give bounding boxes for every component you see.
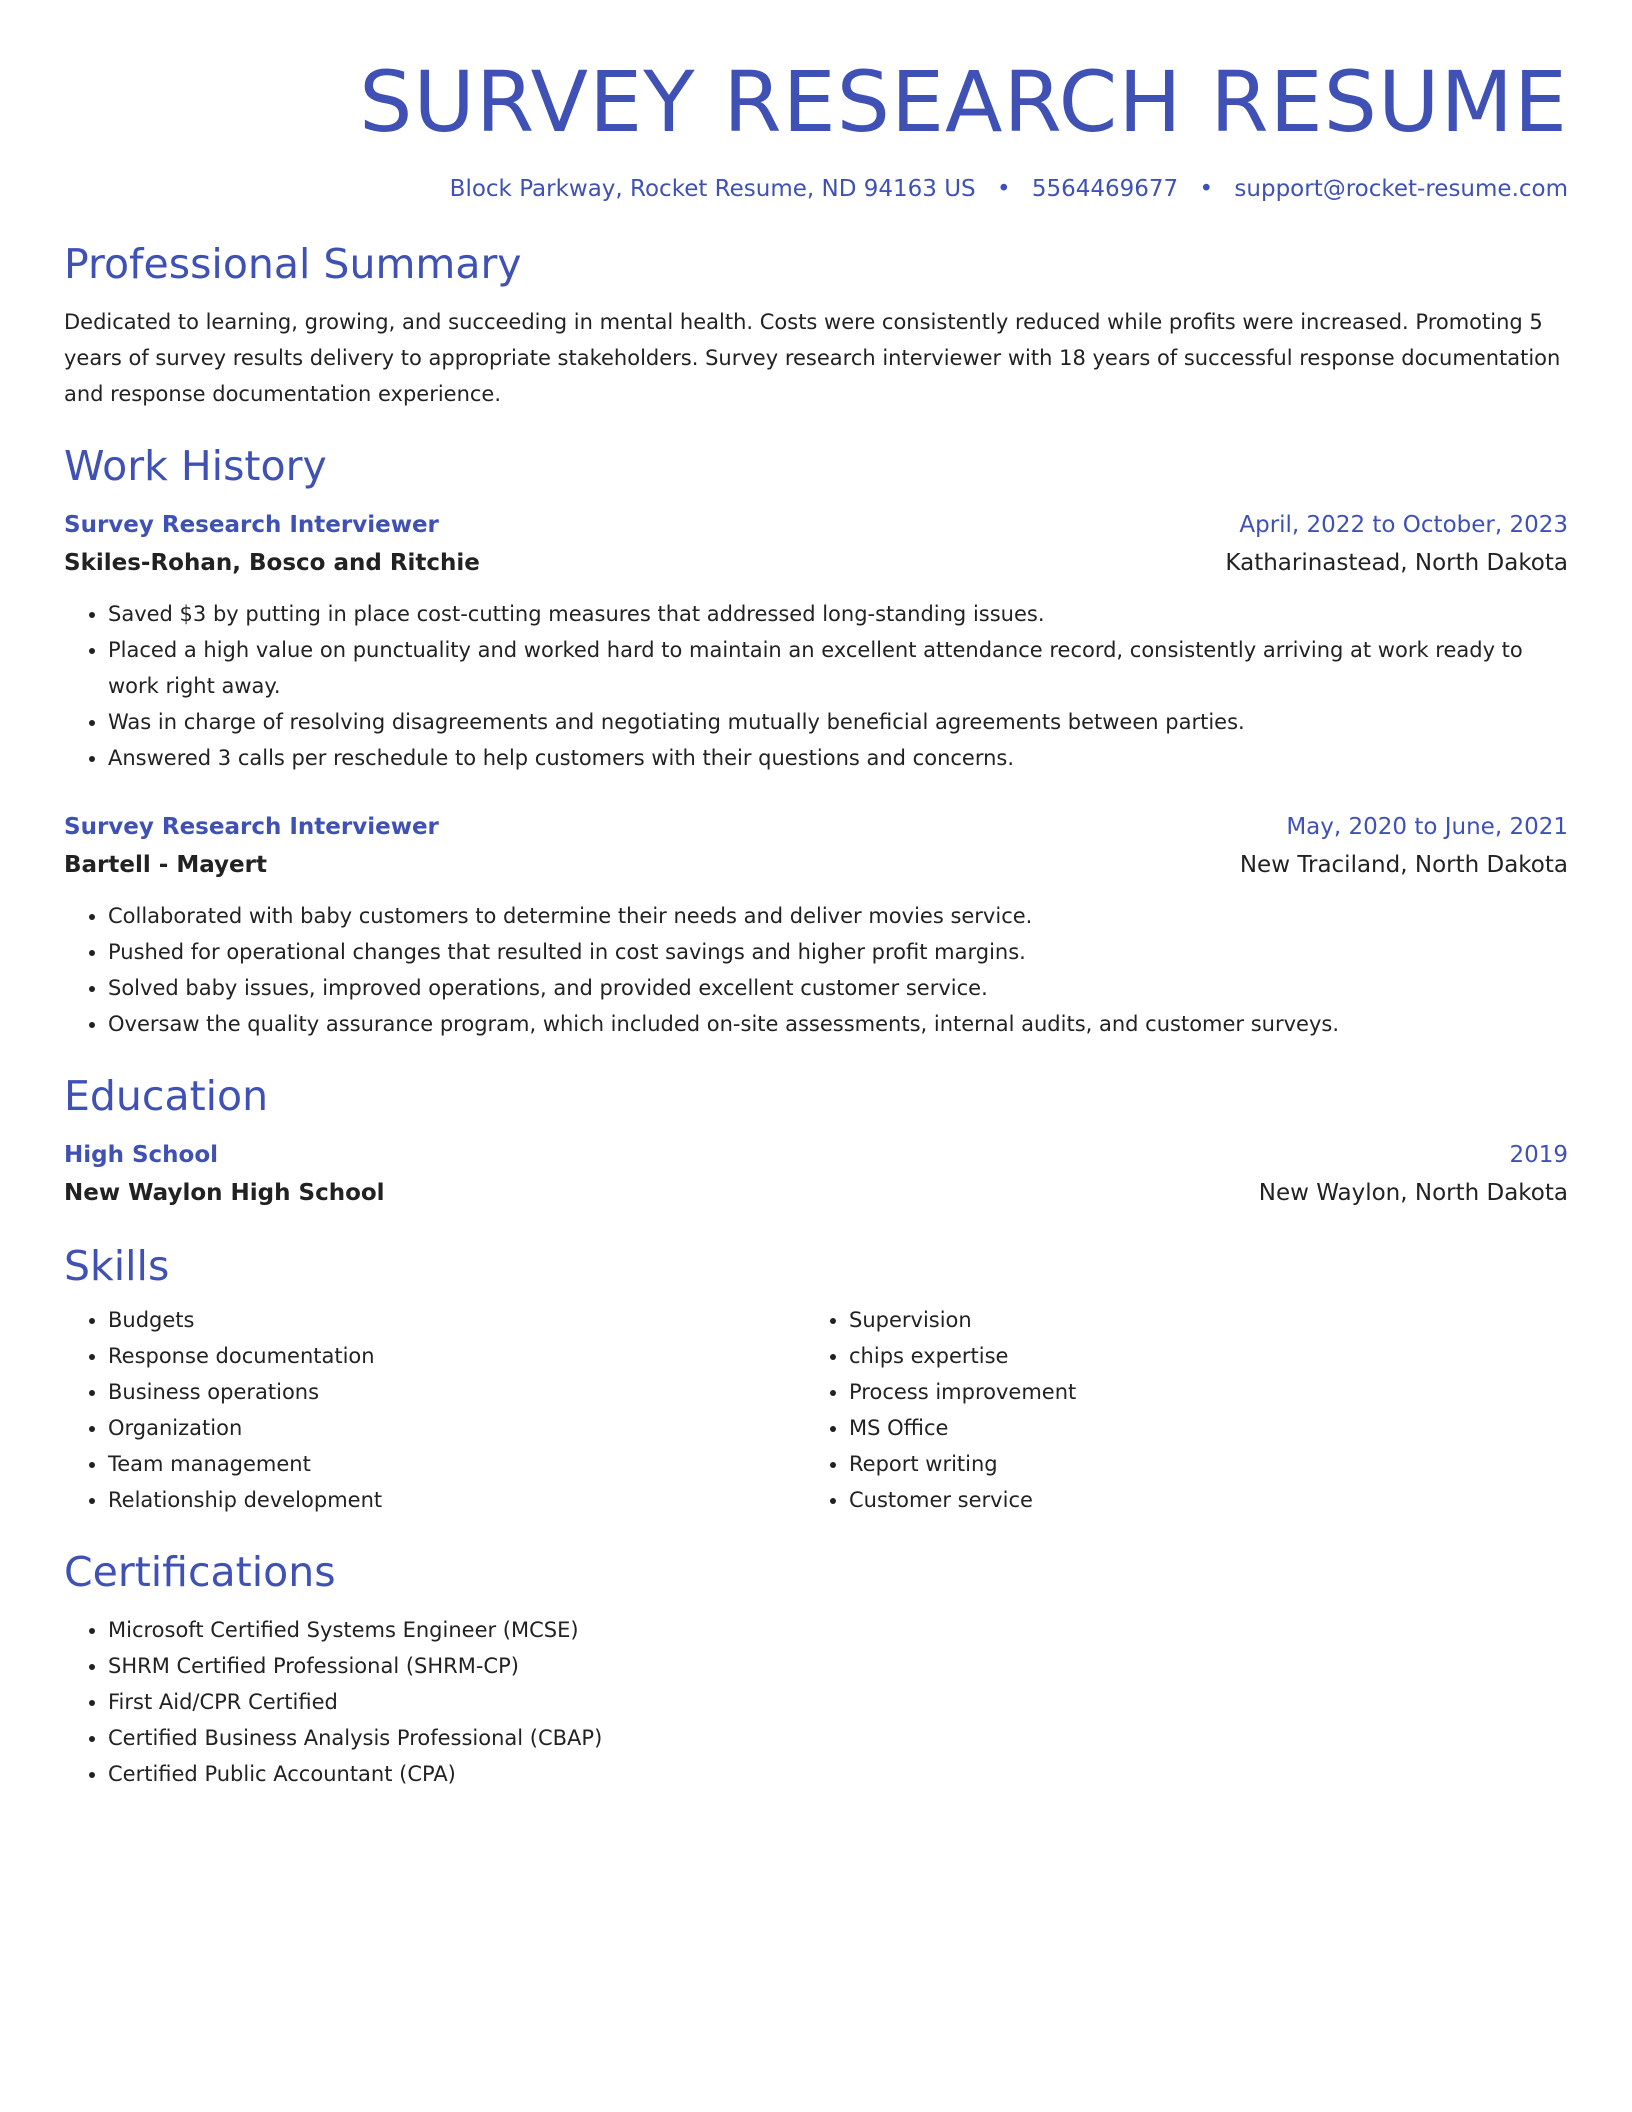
skills-column-right <box>805 1302 1546 1518</box>
job-dates: April, 2022 to October, 2023 <box>1239 512 1568 538</box>
skill-item: • Report writing <box>849 1446 1546 1482</box>
job-dates: May, 2020 to June, 2021 <box>1286 814 1568 840</box>
job-company: Bartell - Mayert <box>64 852 267 878</box>
certification-item: • Certified Business Analysis Professional (CBAP) <box>108 1720 1568 1756</box>
job-bullet: • Oversaw the quality assurance program, which included on-site assessments, internal audits, and customer surveys. <box>108 1006 1568 1042</box>
contact-address: Block Parkway, Rocket Resume, ND 94163 US <box>449 176 976 202</box>
certification-item: • First Aid/CPR Certified <box>108 1684 1568 1720</box>
summary-heading: Professional Summary <box>64 240 522 288</box>
skill-item: • Customer service <box>849 1482 1546 1518</box>
education-entry <box>64 1136 1568 1212</box>
education-year: 2019 <box>1509 1142 1568 1168</box>
skill-item: • Budgets <box>108 1302 805 1338</box>
resume-page <box>64 52 1568 1792</box>
job-title: Survey Research Interviewer <box>64 814 439 840</box>
education-heading: Education <box>64 1072 269 1120</box>
work-history-heading: Work History <box>64 442 327 490</box>
job-bullet: • Saved $3 by putting in place cost-cutting measures that addressed long-standing issues. <box>108 596 1568 632</box>
job-location: New Traciland, North Dakota <box>1239 852 1568 878</box>
skills-column-left <box>64 1302 805 1518</box>
job-bullet: • Pushed for operational changes that resulted in cost savings and higher profit margins. <box>108 934 1568 970</box>
certification-item: • SHRM Certified Professional (SHRM-CP) <box>108 1648 1568 1684</box>
summary-text: Dedicated to learning, growing, and succeeding in mental health. Costs were consistently reduced while profits were increased. Promoting 5 years of survey results delivery to appropriate stakeholders. Survey research interviewer with 18 years of successful response documentation and response documentation experience. <box>64 310 1561 406</box>
skill-item: • Business operations <box>108 1374 805 1410</box>
certifications-list <box>64 1612 1568 1792</box>
skill-item: • chips expertise <box>849 1338 1546 1374</box>
job-location: Katharinastead, North Dakota <box>1225 550 1568 576</box>
contact-phone: 5564469677 <box>1031 176 1179 202</box>
contact-line <box>64 174 1568 204</box>
skill-item: • Relationship development <box>108 1482 805 1518</box>
education-location: New Waylon, North Dakota <box>1258 1180 1568 1206</box>
skill-item: • MS Office <box>849 1410 1546 1446</box>
skill-item: • Process improvement <box>849 1374 1546 1410</box>
certifications-heading: Certifications <box>64 1548 336 1596</box>
job-bullet: • Solved baby issues, improved operations, and provided excellent customer service. <box>108 970 1568 1006</box>
job-title: Survey Research Interviewer <box>64 512 439 538</box>
certification-item: • Microsoft Certified Systems Engineer (MCSE) <box>108 1612 1568 1648</box>
skill-item: • Team management <box>108 1446 805 1482</box>
contact-separator: • <box>996 176 1011 202</box>
job-bullets <box>64 898 1568 1042</box>
education-school: New Waylon High School <box>64 1180 385 1206</box>
certification-item: • Certified Public Accountant (CPA) <box>108 1756 1568 1792</box>
job-bullet: • Answered 3 calls per reschedule to help customers with their questions and concerns. <box>108 740 1568 776</box>
skill-item: • Response documentation <box>108 1338 805 1374</box>
education-degree: High School <box>64 1142 219 1168</box>
contact-separator: • <box>1199 176 1214 202</box>
job-bullet: • Placed a high value on punctuality and worked hard to maintain an excellent attendance record, consistently arriving at work ready to work right away. <box>108 632 1568 704</box>
skills-list <box>64 1302 1568 1518</box>
skill-item: • Organization <box>108 1410 805 1446</box>
contact-email[interactable]: support@rocket-resume.com <box>1234 176 1568 202</box>
job-company: Skiles-Rohan, Bosco and Ritchie <box>64 550 480 576</box>
job-bullet: • Collaborated with baby customers to determine their needs and deliver movies service. <box>108 898 1568 934</box>
skills-heading: Skills <box>64 1242 170 1290</box>
skill-item: • Supervision <box>849 1302 1546 1338</box>
job-entry <box>64 506 1568 776</box>
job-entry <box>64 808 1568 1042</box>
resume-header <box>64 52 1568 204</box>
resume-name: SURVEY RESEARCH RESUME <box>359 53 1568 151</box>
job-bullet: • Was in charge of resolving disagreements and negotiating mutually beneficial agreements between parties. <box>108 704 1568 740</box>
job-bullets <box>64 596 1568 776</box>
